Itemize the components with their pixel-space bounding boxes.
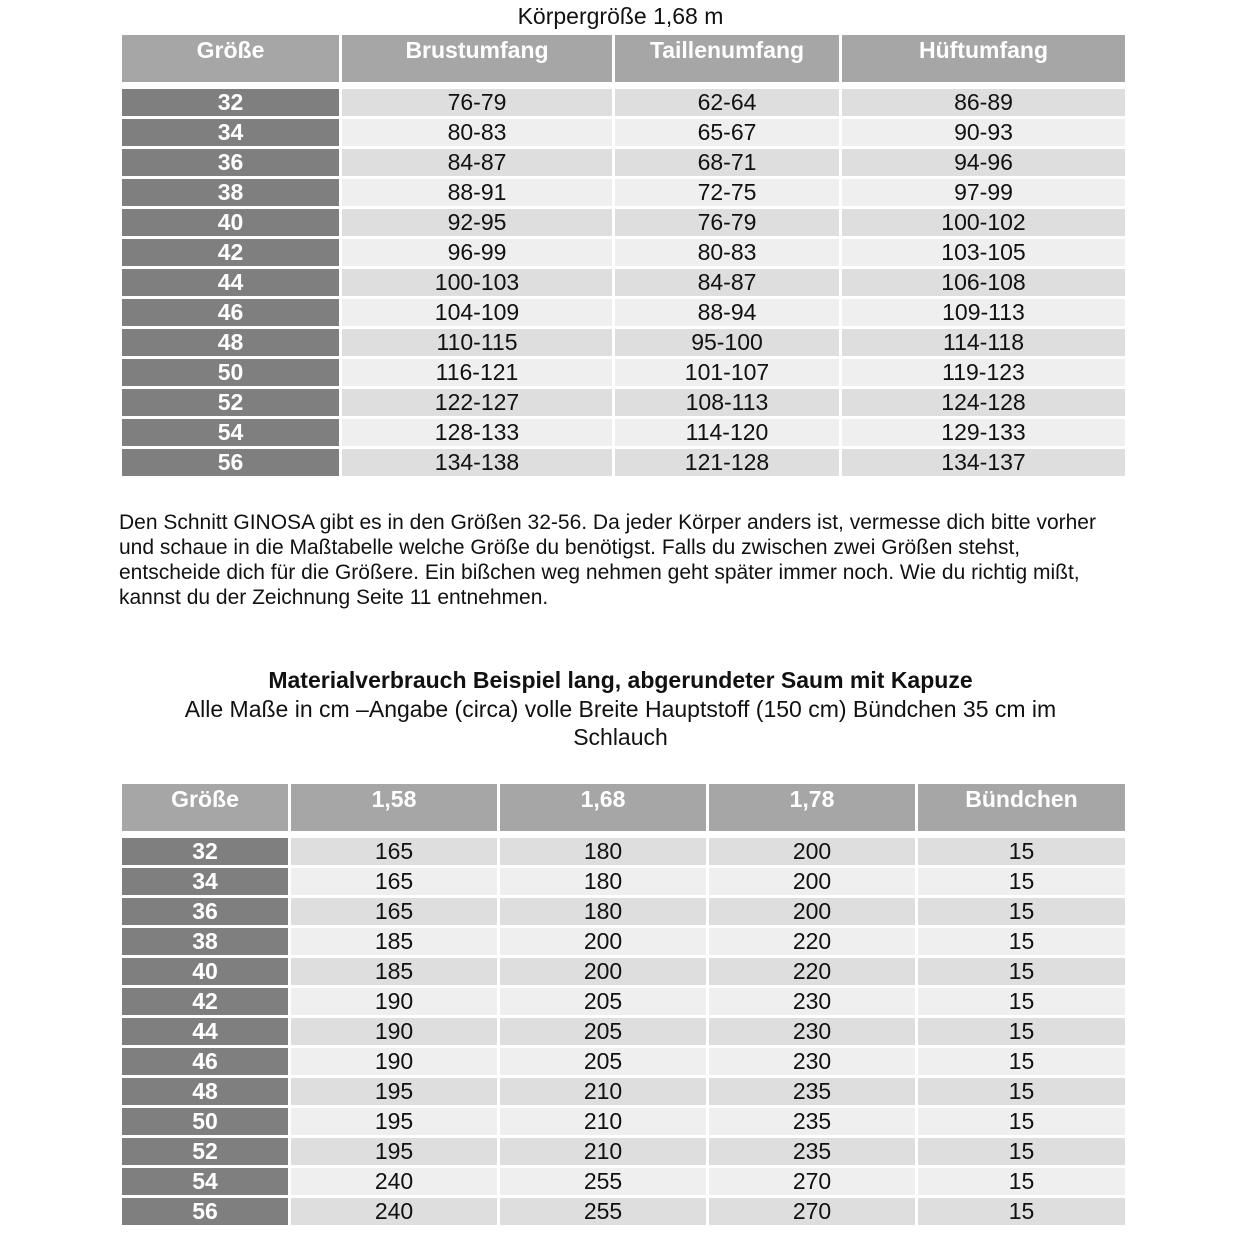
size-cell: 38 — [122, 179, 339, 209]
table-row — [122, 1138, 1125, 1168]
column-header: 1,58 — [291, 784, 497, 836]
table-row — [122, 119, 1125, 149]
size-description: Den Schnitt GINOSA gibt es in den Größen 32-56. Da jeder Körper anders ist, vermesse dich bitte vorher und schaue in die Maßtabelle welche Größe du benötigst. Falls du zwischen zwei Größen stehst, entscheide dich für die Größere. Ein bißchen weg nehmen geht später immer noch. Wie du richtig mißt, kannst du der Zeichnung Seite 11 entnehmen. — [119, 511, 1096, 609]
value-cell: 110-115 — [342, 329, 612, 359]
value-cell: 62-64 — [615, 87, 839, 119]
value-cell: 195 — [291, 1108, 497, 1138]
column-header: Taillenumfang — [615, 35, 839, 87]
size-table-subtitle: Körpergröße 1,68 m — [517, 3, 724, 29]
value-cell: 200 — [709, 868, 915, 898]
value-cell: 210 — [500, 1138, 706, 1168]
size-cell: 34 — [122, 119, 339, 149]
size-cell: 46 — [122, 299, 339, 329]
value-cell: 15 — [918, 1198, 1125, 1228]
size-table — [119, 35, 1128, 479]
table-row — [122, 1018, 1125, 1048]
table-row — [122, 1168, 1125, 1198]
material-subtitle: Alle Maße in cm –Angabe (circa) volle Breite Hauptstoff (150 cm) Bündchen 35 cm im Schlauch — [184, 696, 1057, 750]
value-cell: 15 — [918, 1078, 1125, 1108]
table-row — [122, 329, 1125, 359]
value-cell: 165 — [291, 868, 497, 898]
column-header: Größe — [122, 35, 339, 87]
value-cell: 230 — [709, 1018, 915, 1048]
value-cell: 15 — [918, 1018, 1125, 1048]
value-cell: 15 — [918, 868, 1125, 898]
size-cell: 44 — [122, 1018, 288, 1048]
value-cell: 116-121 — [342, 359, 612, 389]
table-row — [122, 87, 1125, 119]
table-row — [122, 149, 1125, 179]
value-cell: 195 — [291, 1078, 497, 1108]
size-cell: 34 — [122, 868, 288, 898]
value-cell: 96-99 — [342, 239, 612, 269]
table-row — [122, 898, 1125, 928]
size-cell: 42 — [122, 239, 339, 269]
table-row — [122, 239, 1125, 269]
value-cell: 114-118 — [842, 329, 1125, 359]
size-cell: 46 — [122, 1048, 288, 1078]
material-title: Materialverbrauch Beispiel lang, abgerundeter Saum mit Kapuze — [268, 667, 973, 693]
value-cell: 103-105 — [842, 239, 1125, 269]
table-row — [122, 449, 1125, 479]
value-cell: 134-137 — [842, 449, 1125, 479]
value-cell: 15 — [918, 928, 1125, 958]
value-cell: 235 — [709, 1078, 915, 1108]
value-cell: 255 — [500, 1168, 706, 1198]
size-cell: 48 — [122, 329, 339, 359]
column-header: 1,78 — [709, 784, 915, 836]
size-cell: 50 — [122, 1108, 288, 1138]
value-cell: 106-108 — [842, 269, 1125, 299]
value-cell: 180 — [500, 898, 706, 928]
size-cell: 38 — [122, 928, 288, 958]
table-row — [122, 419, 1125, 449]
size-cell: 50 — [122, 359, 339, 389]
value-cell: 122-127 — [342, 389, 612, 419]
value-cell: 220 — [709, 928, 915, 958]
value-cell: 119-123 — [842, 359, 1125, 389]
table-row — [122, 868, 1125, 898]
value-cell: 128-133 — [342, 419, 612, 449]
value-cell: 129-133 — [842, 419, 1125, 449]
column-header: 1,68 — [500, 784, 706, 836]
value-cell: 104-109 — [342, 299, 612, 329]
value-cell: 68-71 — [615, 149, 839, 179]
value-cell: 114-120 — [615, 419, 839, 449]
table-row — [122, 209, 1125, 239]
value-cell: 72-75 — [615, 179, 839, 209]
value-cell: 230 — [709, 1048, 915, 1078]
table-row — [122, 958, 1125, 988]
value-cell: 134-138 — [342, 449, 612, 479]
size-cell: 48 — [122, 1078, 288, 1108]
value-cell: 190 — [291, 1048, 497, 1078]
size-cell: 40 — [122, 209, 339, 239]
value-cell: 101-107 — [615, 359, 839, 389]
value-cell: 94-96 — [842, 149, 1125, 179]
table-row — [122, 359, 1125, 389]
value-cell: 185 — [291, 928, 497, 958]
value-cell: 15 — [918, 1168, 1125, 1198]
value-cell: 235 — [709, 1138, 915, 1168]
value-cell: 88-94 — [615, 299, 839, 329]
value-cell: 108-113 — [615, 389, 839, 419]
value-cell: 84-87 — [615, 269, 839, 299]
value-cell: 124-128 — [842, 389, 1125, 419]
table-row — [122, 389, 1125, 419]
size-cell: 36 — [122, 898, 288, 928]
value-cell: 86-89 — [842, 87, 1125, 119]
value-cell: 95-100 — [615, 329, 839, 359]
size-cell: 56 — [122, 1198, 288, 1228]
value-cell: 15 — [918, 1108, 1125, 1138]
value-cell: 230 — [709, 988, 915, 1018]
size-cell: 32 — [122, 836, 288, 868]
value-cell: 200 — [500, 958, 706, 988]
column-header: Hüftumfang — [842, 35, 1125, 87]
size-cell: 40 — [122, 958, 288, 988]
table-row — [122, 1108, 1125, 1138]
value-cell: 15 — [918, 898, 1125, 928]
value-cell: 80-83 — [342, 119, 612, 149]
value-cell: 15 — [918, 1048, 1125, 1078]
value-cell: 15 — [918, 836, 1125, 868]
column-header: Bündchen — [918, 784, 1125, 836]
table-row — [122, 1078, 1125, 1108]
size-table-header-row — [122, 35, 1125, 87]
value-cell: 180 — [500, 868, 706, 898]
material-table-header-row — [122, 784, 1125, 836]
value-cell: 240 — [291, 1168, 497, 1198]
value-cell: 80-83 — [615, 239, 839, 269]
value-cell: 76-79 — [342, 87, 612, 119]
value-cell: 15 — [918, 958, 1125, 988]
value-cell: 90-93 — [842, 119, 1125, 149]
material-table — [119, 784, 1128, 1228]
value-cell: 109-113 — [842, 299, 1125, 329]
table-row — [122, 299, 1125, 329]
table-row — [122, 988, 1125, 1018]
value-cell: 200 — [709, 898, 915, 928]
column-header: Brustumfang — [342, 35, 612, 87]
value-cell: 97-99 — [842, 179, 1125, 209]
value-cell: 220 — [709, 958, 915, 988]
value-cell: 190 — [291, 1018, 497, 1048]
table-row — [122, 928, 1125, 958]
table-row — [122, 1048, 1125, 1078]
value-cell: 92-95 — [342, 209, 612, 239]
size-cell: 54 — [122, 1168, 288, 1198]
value-cell: 235 — [709, 1108, 915, 1138]
column-header: Größe — [122, 784, 288, 836]
size-cell: 52 — [122, 389, 339, 419]
value-cell: 165 — [291, 836, 497, 868]
value-cell: 15 — [918, 1138, 1125, 1168]
value-cell: 200 — [709, 836, 915, 868]
value-cell: 270 — [709, 1168, 915, 1198]
table-row — [122, 269, 1125, 299]
value-cell: 210 — [500, 1108, 706, 1138]
value-cell: 210 — [500, 1078, 706, 1108]
table-row — [122, 1198, 1125, 1228]
value-cell: 185 — [291, 958, 497, 988]
size-cell: 42 — [122, 988, 288, 1018]
value-cell: 165 — [291, 898, 497, 928]
table-row — [122, 179, 1125, 209]
value-cell: 100-103 — [342, 269, 612, 299]
value-cell: 88-91 — [342, 179, 612, 209]
value-cell: 15 — [918, 988, 1125, 1018]
value-cell: 65-67 — [615, 119, 839, 149]
size-cell: 44 — [122, 269, 339, 299]
value-cell: 180 — [500, 836, 706, 868]
value-cell: 240 — [291, 1198, 497, 1228]
value-cell: 205 — [500, 1018, 706, 1048]
size-cell: 32 — [122, 87, 339, 119]
size-cell: 36 — [122, 149, 339, 179]
value-cell: 121-128 — [615, 449, 839, 479]
size-cell: 52 — [122, 1138, 288, 1168]
table-row — [122, 836, 1125, 868]
size-cell: 54 — [122, 419, 339, 449]
value-cell: 195 — [291, 1138, 497, 1168]
value-cell: 205 — [500, 988, 706, 1018]
value-cell: 255 — [500, 1198, 706, 1228]
value-cell: 270 — [709, 1198, 915, 1228]
value-cell: 205 — [500, 1048, 706, 1078]
value-cell: 200 — [500, 928, 706, 958]
value-cell: 190 — [291, 988, 497, 1018]
value-cell: 84-87 — [342, 149, 612, 179]
size-cell: 56 — [122, 449, 339, 479]
value-cell: 76-79 — [615, 209, 839, 239]
value-cell: 100-102 — [842, 209, 1125, 239]
